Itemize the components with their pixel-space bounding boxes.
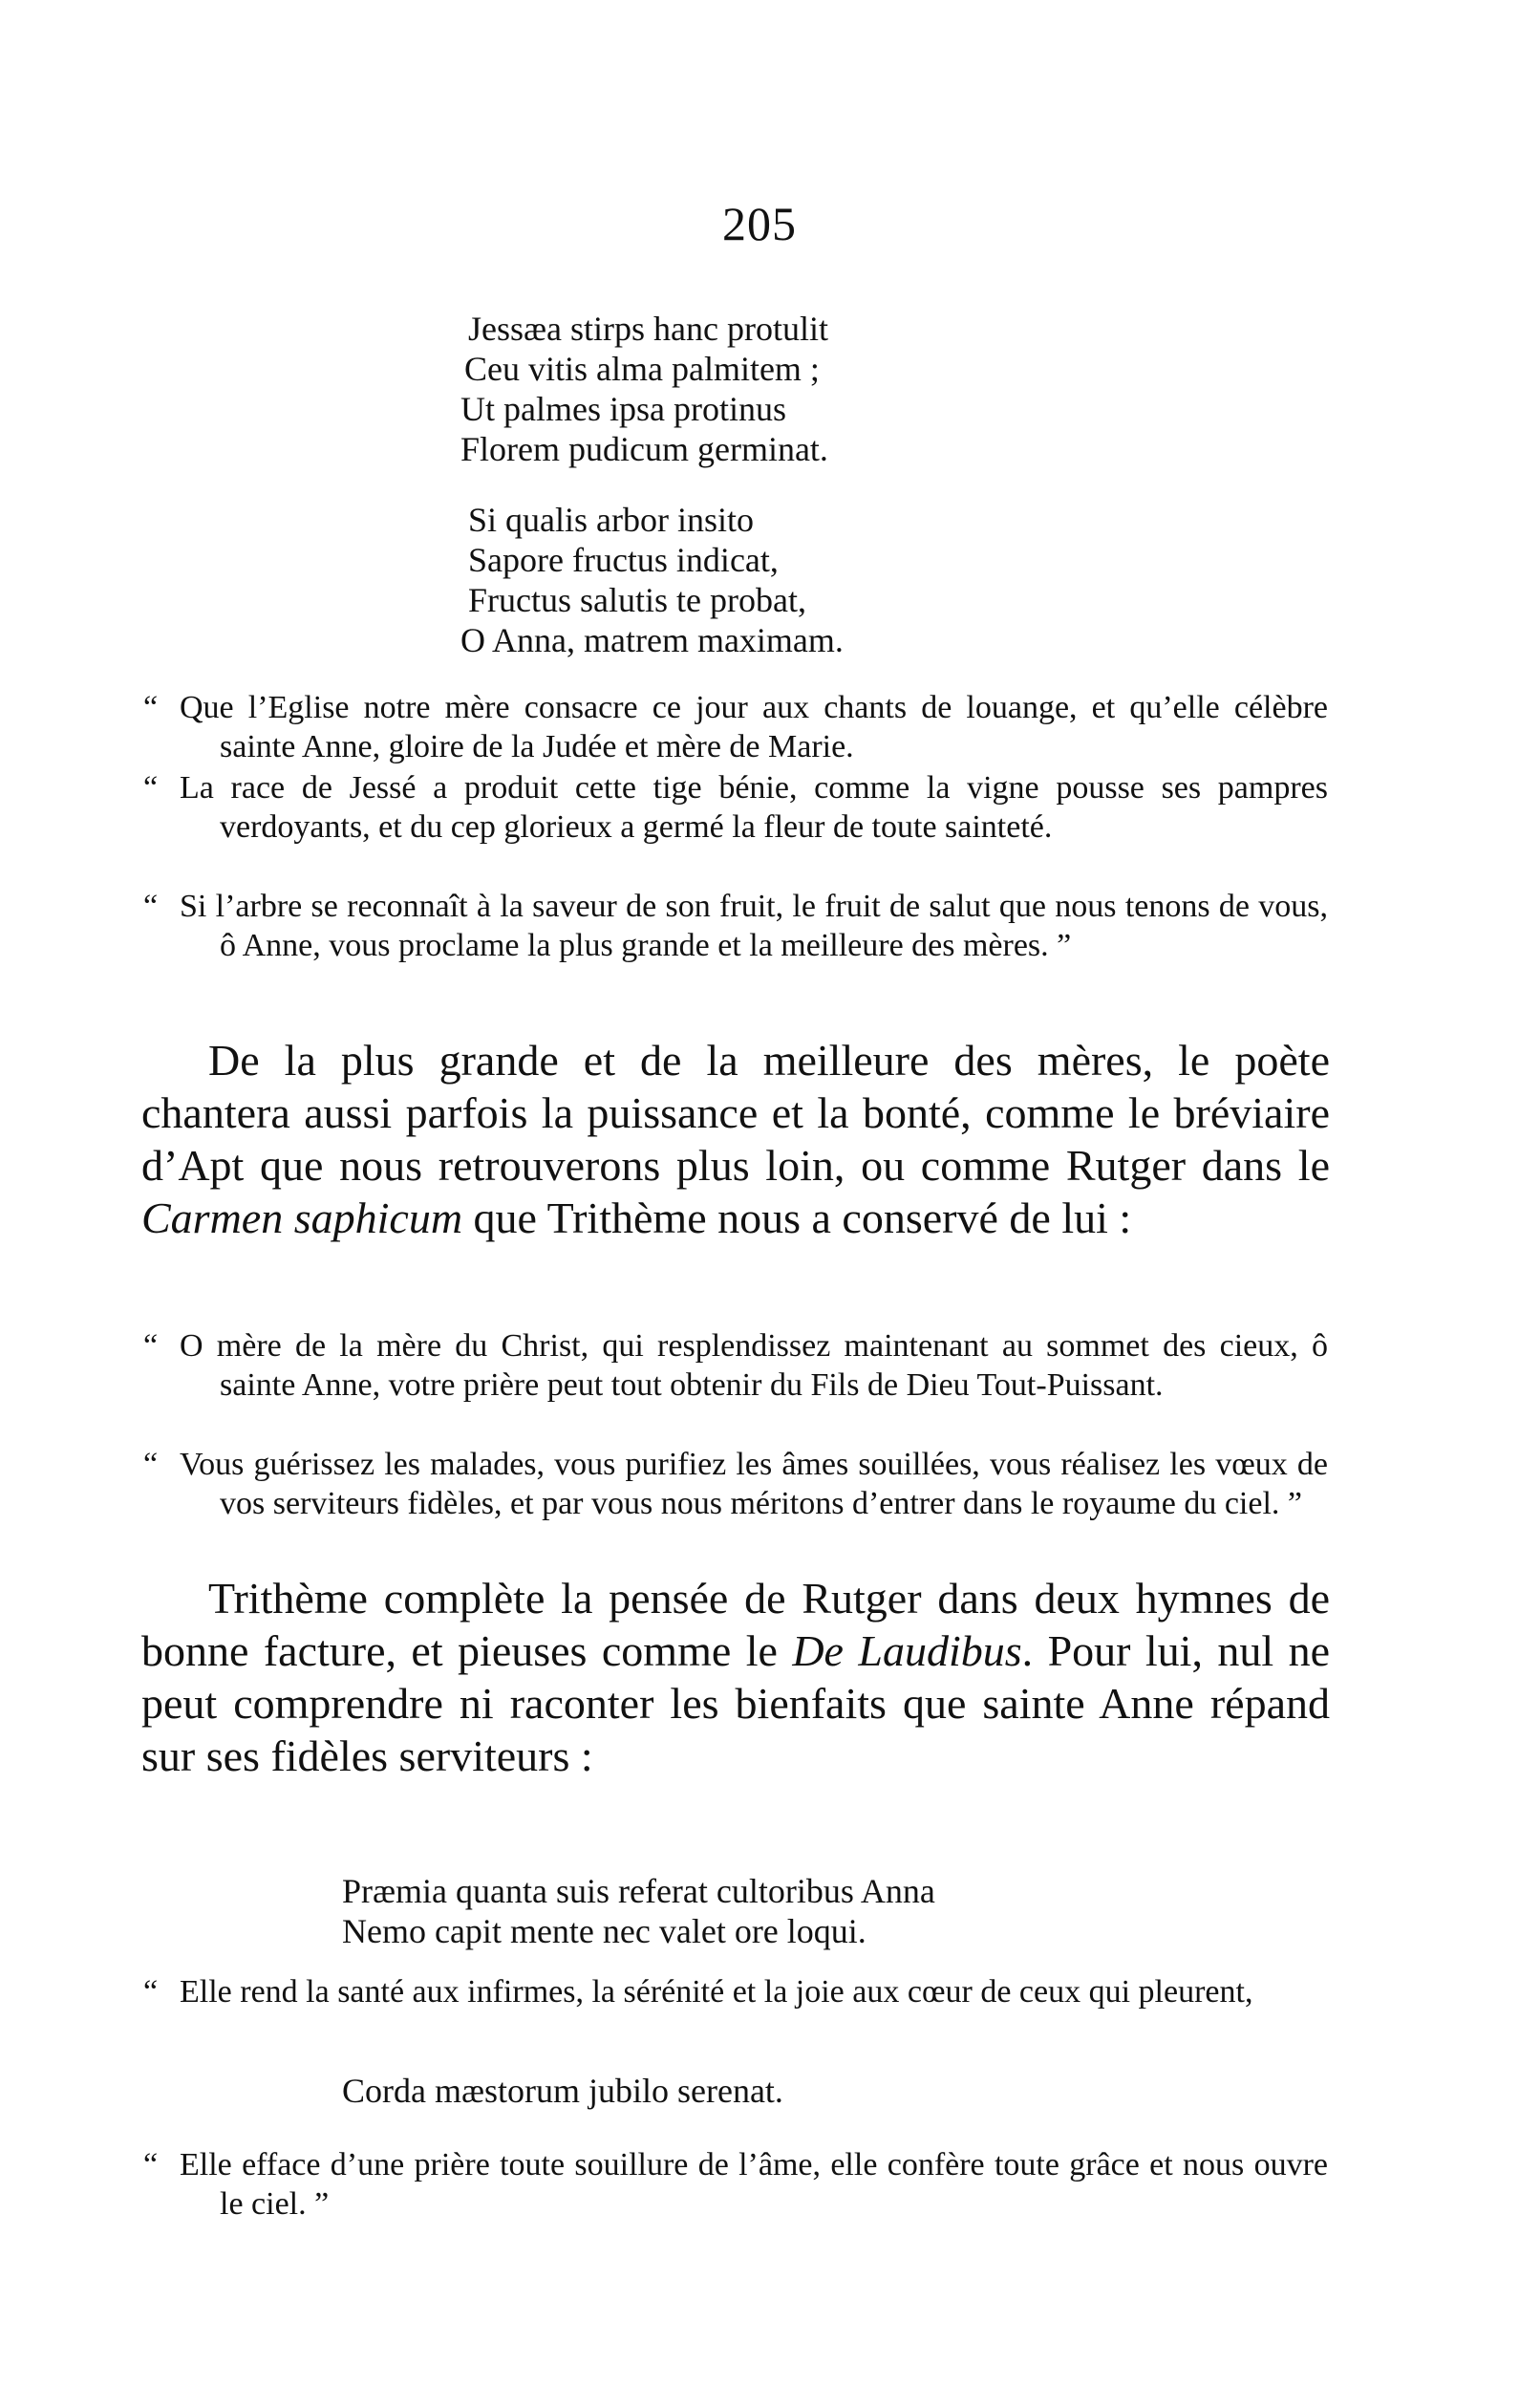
body-paragraph [141, 1034, 1330, 1244]
quote-open-mark: “ [143, 690, 159, 725]
quote-text: La race de Jessé a produit cette tige bénie, comme la vigne pousse ses pampres verdoyants, et du cep glorieux a germé la fleur de toute sainteté. [180, 770, 1328, 845]
quote-open-mark: “ [143, 1447, 159, 1482]
quote-text: Que l’Eglise notre mère consacre ce jour aux chants de louange, et qu’elle célèbre sainte Anne, gloire de la Judée et mère de Marie. [180, 690, 1328, 764]
paragraph-text: . Pour lui, nul ne peut comprendre ni raconter les bienfaits que sainte Anne répand sur ses fidèles serviteurs : [141, 1626, 1330, 1780]
latin-verse-stanza-1 [460, 309, 828, 469]
verse-line: Si qualis arbor insito [468, 501, 754, 539]
verse-line: Jessæa stirps hanc protulit [468, 310, 828, 348]
translation-quote [143, 1326, 1328, 1405]
work-title: Carmen saphicum [141, 1193, 463, 1242]
verse-line: Florem pudicum germinat. [460, 430, 828, 468]
work-title: De Laudibus [792, 1626, 1022, 1675]
quote-open-mark: “ [143, 2147, 159, 2182]
body-paragraph [141, 1572, 1330, 1782]
quote-text: O mère de la mère du Christ, qui resplendissez maintenant au sommet des cieux, ô sainte Anne, votre prière peut tout obtenir du Fils de Dieu Tout-Puissant. [180, 1328, 1328, 1403]
translation-quote [143, 768, 1328, 847]
verse-line: Nemo capit mente nec valet ore loqui. [342, 1912, 866, 1950]
latin-distich [342, 1871, 935, 1951]
paragraph-text: que Trithème nous a conservé de lui : [462, 1193, 1132, 1242]
quote-text: Elle rend la santé aux infirmes, la sérénité et la joie aux cœur de ceux qui pleurent, [180, 1974, 1253, 2010]
verse-line: Præmia quanta suis referat cultoribus Anna [342, 1872, 935, 1910]
latin-verse-line: Corda mæstorum jubilo serenat. [342, 2072, 783, 2110]
paragraph-text: De la plus grande et de la meilleure des mères, le poète chantera aussi parfois la puissance et la bonté, comme le bréviaire d’Apt que nous retrouverons plus loin, ou comme Rutger dans le [141, 1036, 1330, 1190]
translation-quote [143, 1445, 1328, 1523]
verse-line: Ut palmes ipsa protinus [460, 390, 786, 428]
translation-quote [143, 1972, 1328, 2011]
verse-line: Fructus salutis te probat, [468, 581, 806, 619]
quote-open-mark: “ [143, 770, 159, 806]
quote-open-mark: “ [143, 1328, 159, 1364]
page-number: 205 [722, 197, 797, 250]
verse-line: Sapore fructus indicat, [468, 541, 779, 579]
translation-quote [143, 2145, 1328, 2224]
paragraph-text: Trithème complète la pensée de Rutger dans deux hymnes de bonne facture, et pieuses comme le [141, 1574, 1330, 1675]
translation-quote [143, 887, 1328, 965]
translation-quote [143, 688, 1328, 766]
quote-text: Si l’arbre se reconnaît à la saveur de son fruit, le fruit de salut que nous tenons de vous, ô Anne, vous proclame la plus grande et la meilleure des mères. ” [180, 889, 1328, 963]
verse-line: Ceu vitis alma palmitem ; [464, 350, 820, 388]
quote-text: Elle efface d’une prière toute souillure de l’âme, elle confère toute grâce et nous ouvre le ciel. ” [180, 2147, 1328, 2222]
latin-verse-stanza-2 [460, 500, 844, 660]
quote-open-mark: “ [143, 889, 159, 924]
verse-line: O Anna, matrem maximam. [460, 621, 844, 659]
quote-open-mark: “ [143, 1974, 159, 2010]
quote-text: Vous guérissez les malades, vous purifiez les âmes souillées, vous réalisez les vœux de vos serviteurs fidèles, et par vous nous méritons d’entrer dans le royaume du ciel. ” [180, 1447, 1328, 1521]
